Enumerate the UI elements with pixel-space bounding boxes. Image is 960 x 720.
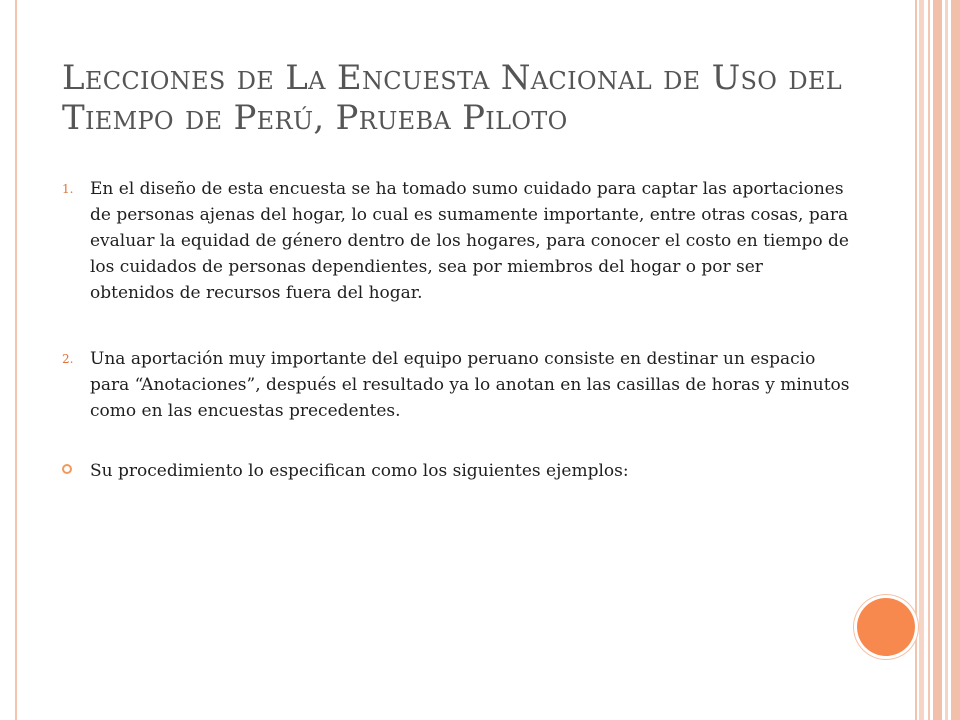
item-number: 1. [62, 182, 74, 196]
slide-content [62, 176, 852, 484]
bullet-item [62, 458, 852, 484]
item-number: 2. [62, 352, 74, 366]
circle-bullet-icon [62, 464, 72, 474]
stripe [951, 0, 960, 720]
stripe [933, 0, 942, 720]
item-text: Su procedimiento lo especifican como los siguientes ejemplos: [90, 461, 629, 481]
decorative-stripes [917, 0, 960, 720]
item-text: En el diseño de esta encuesta se ha tomado sumo cuidado para captar las aportaciones de personas ajenas del hogar, lo cual es sumamente importante, entre otras cosas, para evaluar la equidad de género dentro de los hogares, para conocer el costo en tiempo de los cuidados de personas dependientes, sea por miembros del hogar o por ser obtenidos de recursos fuera del hogar. [90, 179, 849, 303]
stripe [928, 0, 930, 720]
stripe [945, 0, 948, 720]
decorative-circle-icon [857, 598, 915, 656]
stripe [919, 0, 924, 720]
item-text: Una aportación muy importante del equipo peruano consiste en destinar un espacio para “Anotaciones”, después el resultado ya lo anotan en las casillas de horas y minutos como en las encuestas precedentes. [90, 349, 850, 421]
numbered-item-2 [62, 346, 852, 424]
numbered-item-1 [62, 176, 852, 306]
slide-title: Lecciones de La Encuesta Nacional de Uso del Tiempo de Perú, Prueba Piloto [62, 58, 842, 138]
